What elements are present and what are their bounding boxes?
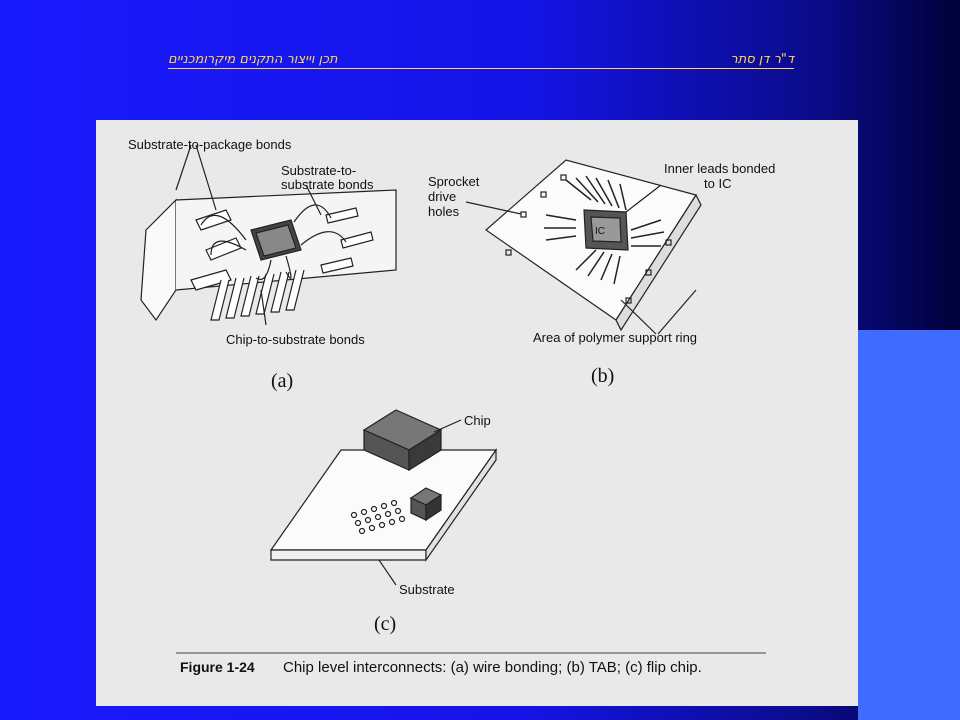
panel-b-drawing (466, 160, 701, 334)
callout-inner-leads-1: Inner leads bonded (664, 161, 776, 176)
callout-sprocket-1: Sprocket (428, 174, 480, 189)
callout-substrate-to-substrate-1: Substrate-to- (281, 163, 357, 178)
panel-a-drawing (141, 145, 396, 325)
panel-a-label: (a) (271, 370, 294, 392)
callout-sprocket-3: holes (428, 204, 460, 219)
ic-label: IC (595, 226, 605, 237)
author-name: ד"ר דן סתר (730, 52, 794, 67)
panel-c-drawing (271, 410, 496, 585)
figure-drawing (96, 120, 858, 706)
callout-substrate: Substrate (399, 582, 455, 597)
accent-strip (858, 330, 960, 720)
callout-substrate-to-package: Substrate-to-package bonds (128, 137, 292, 152)
figure-number: Figure 1-24 (180, 659, 255, 675)
figure-caption: Chip level interconnects: (a) wire bonding; (b) TAB; (c) flip chip. (283, 659, 702, 676)
callout-inner-leads-2: to IC (704, 176, 732, 191)
callout-polymer-ring: Area of polymer support ring (533, 330, 698, 345)
slide-header (168, 52, 794, 69)
callout-chip-to-substrate: Chip-to-substrate bonds (226, 332, 365, 347)
course-title: תכן וייצור התקנים מיקרומכניים (168, 52, 338, 67)
figure-image (96, 120, 858, 706)
callout-sprocket-2: drive (428, 189, 457, 204)
panel-c-label: (c) (374, 613, 397, 635)
callout-chip: Chip (464, 413, 491, 428)
panel-b-label: (b) (591, 365, 615, 387)
callout-substrate-to-substrate-2: substrate bonds (281, 177, 374, 192)
